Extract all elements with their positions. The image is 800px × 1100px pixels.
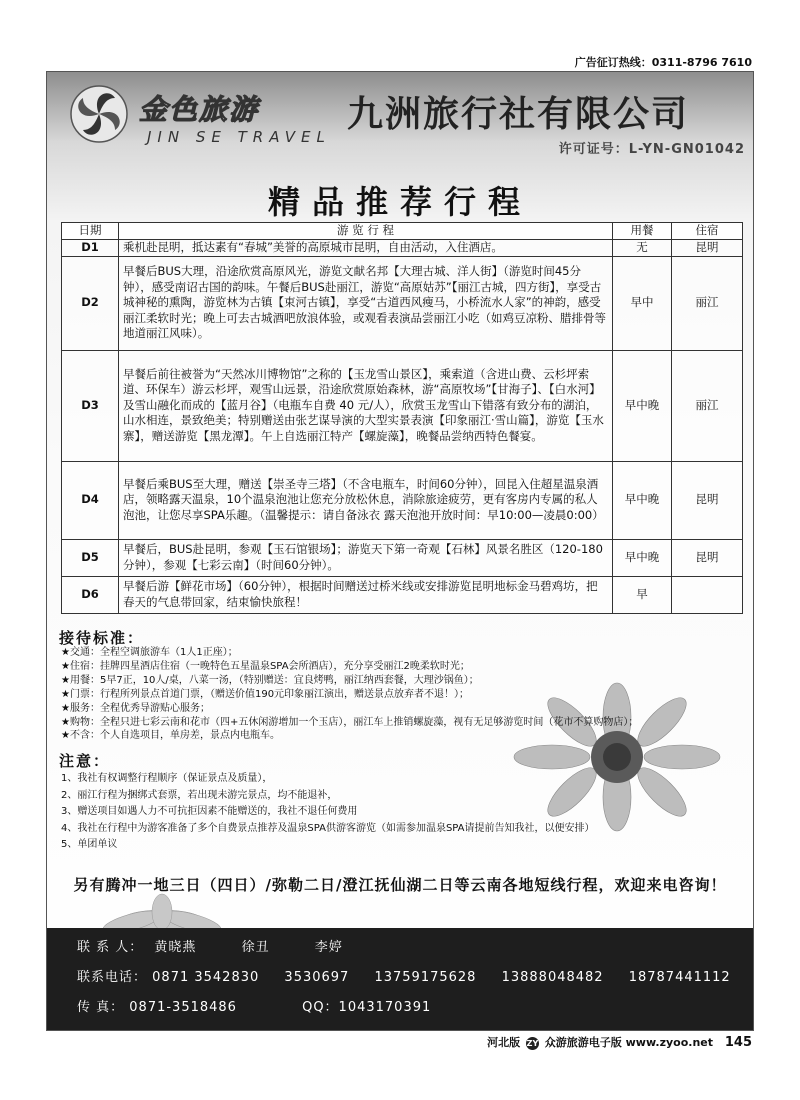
stay-cell: 昆明 <box>672 539 743 576</box>
stay-cell: 丽江 <box>672 256 743 350</box>
page-title: 精品推荐行程 <box>267 183 532 221</box>
phone-number[interactable]: 13759175628 <box>374 970 477 985</box>
day-cell: D3 <box>62 350 119 461</box>
desc-cell: 早餐后游【鲜花市场】（60分钟），根据时间赠送过桥米线或安排游览昆明地标金马碧鸡坊，把春天的气息带回家，结束愉快旅程！ <box>119 576 613 613</box>
reception-list <box>61 646 751 743</box>
stay-cell: 丽江 <box>672 350 743 461</box>
ad-frame <box>46 71 754 1031</box>
table-row <box>62 539 743 576</box>
table-row <box>62 461 743 539</box>
table-row <box>62 350 743 461</box>
list-item: ★交通：全程空调旅游车（1人1正座）； <box>61 647 238 658</box>
contact-person: 徐丑 <box>241 940 270 955</box>
license-number: 许可证号：L-YN-GN01042 <box>558 142 745 157</box>
day-cell: D4 <box>62 461 119 539</box>
header <box>47 72 753 162</box>
header-lodging: 住宿 <box>672 223 743 240</box>
desc-cell: 早餐后乘BUS至大理，赠送【崇圣寺三塔】（不含电瓶车，时间60分钟），回昆入住超星温泉酒店，领略露天温泉，10个温泉泡池让您充分放松休息，消除旅途疲劳，更有客房内专属的私人泡池，让您尽享SPA乐趣。（温馨提示：请自备泳衣 露天泡池开放时间：早10:00—凌晨0:00） <box>119 461 613 539</box>
phone-number[interactable]: 0871 3542830 <box>152 970 260 985</box>
reception-heading: 接待标准： <box>59 629 145 647</box>
meal-cell: 早中晚 <box>613 539 672 576</box>
brand-name-cn: 金色旅游 <box>139 93 260 126</box>
phone-number[interactable]: 3530697 <box>284 970 350 985</box>
company-name: 九洲旅行社有限公司 <box>347 93 690 135</box>
meal-cell: 早 <box>613 576 672 613</box>
contact-persons-row <box>77 936 343 955</box>
stay-cell: 昆明 <box>672 239 743 256</box>
page-footer <box>487 1034 752 1050</box>
contact-person-label: 联 系 人： <box>77 940 144 955</box>
table-header-row <box>62 223 743 240</box>
header-itinerary: 游 览 行 程 <box>119 223 613 240</box>
flower-small-icon <box>77 892 247 932</box>
publication-name: 众游旅游电子版 www.zyoo.net <box>544 1036 714 1049</box>
zy-logo-icon: ZY <box>526 1038 539 1048</box>
list-item: ★不含：个人自选项目，单房差，景点内电瓶车。 <box>61 730 280 742</box>
list-item: 4、我社在行程中为游客准备了多个自费景点推荐及温泉SPA供游客游览（如需参加温泉SPA请提前告知我社，以便安排） <box>61 822 595 834</box>
phone-number[interactable]: 13888048482 <box>501 970 604 985</box>
brand-name-en: JIN SE TRAVEL <box>147 128 331 146</box>
fax-number: 0871-3518486 <box>129 1000 237 1015</box>
stay-cell: 昆明 <box>672 461 743 539</box>
promo-text: 另有腾冲一地三日（四日）/弥勒二日/澄江抚仙湖二日等云南各地短线行程，欢迎来电咨询！ <box>73 876 727 894</box>
list-item: ★门票：行程所列景点首道门票，（赠送价值190元印象丽江演出，赠送景点放弃者不退！）； <box>61 688 470 700</box>
desc-cell: 早餐后BUS大理，沿途欣赏高原风光，游览文献名邦【大理古城、洋人街】（游览时间45分钟），感受南诏古国的韵味。午餐后BUS赴丽江，游览“高原姑苏”【丽江古城，四方街】，享受古城神秘的熏陶，游览林为古镇【束河古镇】，享受“古道西风瘦马，小桥流水人家”的神韵，感受丽江柔软时光；晚上可去古城酒吧放浪体验，或观看表演品尝丽江小吃（如鸡豆凉粉、腊排骨等地道丽江风味）。 <box>119 256 613 350</box>
pinwheel-logo-icon <box>69 84 129 144</box>
phone-label: 联系电话： <box>77 970 148 985</box>
header-meals: 用餐 <box>613 223 672 240</box>
page-number: 145 <box>724 1035 752 1050</box>
day-cell: D1 <box>62 239 119 256</box>
fax-label: 传 真： <box>77 1000 125 1015</box>
day-cell: D2 <box>62 256 119 350</box>
notes-list <box>61 771 751 854</box>
list-item: ★住宿：挂牌四星酒店住宿（一晚特色五星温泉SPA会所酒店），充分享受丽江2晚柔软时光； <box>61 660 470 672</box>
list-item: 3、赠送项目如遇人力不可抗拒因素不能赠送的，我社不退任何费用 <box>61 806 358 818</box>
contact-fax-row <box>77 996 431 1015</box>
phone-number[interactable]: 18787441112 <box>628 970 731 985</box>
list-item: 2、丽江行程为捆绑式套票，若出现未游完景点，均不能退补， <box>61 789 338 801</box>
list-item: 5、单团单议 <box>61 839 118 851</box>
header-date: 日期 <box>62 223 119 240</box>
contact-person: 黄晓燕 <box>154 940 197 955</box>
meal-cell: 无 <box>613 239 672 256</box>
ad-hotline: 广告征订热线：0311-8796 7610 <box>574 56 752 69</box>
meal-cell: 早中晚 <box>613 461 672 539</box>
contact-phones-row <box>77 966 731 985</box>
meal-cell: 早中 <box>613 256 672 350</box>
table-row <box>62 239 743 256</box>
list-item: ★用餐：5早7正，10人/桌，八菜一汤，（特别赠送：宜良烤鸭，丽江纳西套餐，大理沙锅鱼）； <box>61 674 479 686</box>
day-cell: D6 <box>62 576 119 613</box>
contact-person: 李婷 <box>314 940 343 955</box>
desc-cell: 早餐后前往被誉为“天然冰川博物馆”之称的【玉龙雪山景区】，乘索道（含进山费、云杉坪索道、环保车）游云杉坪，观雪山远景，沿途欣赏原始森林，游“高原牧场”【甘海子】、【白水河】及雪山融化而成的【蓝月谷】（电瓶车自费 40 元/人），欣赏玉龙雪山下错落有致分布的湖泊，山水相连，景致绝美；特别赠送由张艺谋导演的大型实景表演【印象丽江·雪山篇】，游览【玉水寨】，赠送游览【黑龙潭】。午上自选丽江特产【螺旋藻】，晚餐品尝纳西特色餐宴。 <box>119 350 613 461</box>
qq-number: QQ：1043170391 <box>302 1000 432 1015</box>
edition-label: 河北版 <box>487 1036 521 1049</box>
itinerary-table <box>61 222 743 614</box>
table-row <box>62 256 743 350</box>
list-item: 1、我社有权调整行程顺序（保证景点及质量）， <box>61 773 273 784</box>
list-item: ★服务：全程优秀导游贴心服务； <box>61 702 210 714</box>
contact-panel <box>47 928 753 1030</box>
day-cell: D5 <box>62 539 119 576</box>
desc-cell: 乘机赴昆明，抵达素有“春城”美誉的高原城市昆明，自由活动，入住酒店。 <box>119 239 613 256</box>
stay-cell <box>672 576 743 613</box>
desc-cell: 早餐后，BUS赴昆明，参观【玉石馆银场】；游览天下第一奇观【石林】风景名胜区（120-180分钟），参观【七彩云南】（时间60分钟）。 <box>119 539 613 576</box>
notes-heading: 注意： <box>59 752 111 770</box>
meal-cell: 早中晚 <box>613 350 672 461</box>
list-item: ★购物：全程只进七彩云南和花市（四+五休闲游增加一个玉店），丽江车上推销螺旋藻，视有无足够游览时间（花市不算购物店）； <box>61 716 639 728</box>
table-row <box>62 576 743 613</box>
